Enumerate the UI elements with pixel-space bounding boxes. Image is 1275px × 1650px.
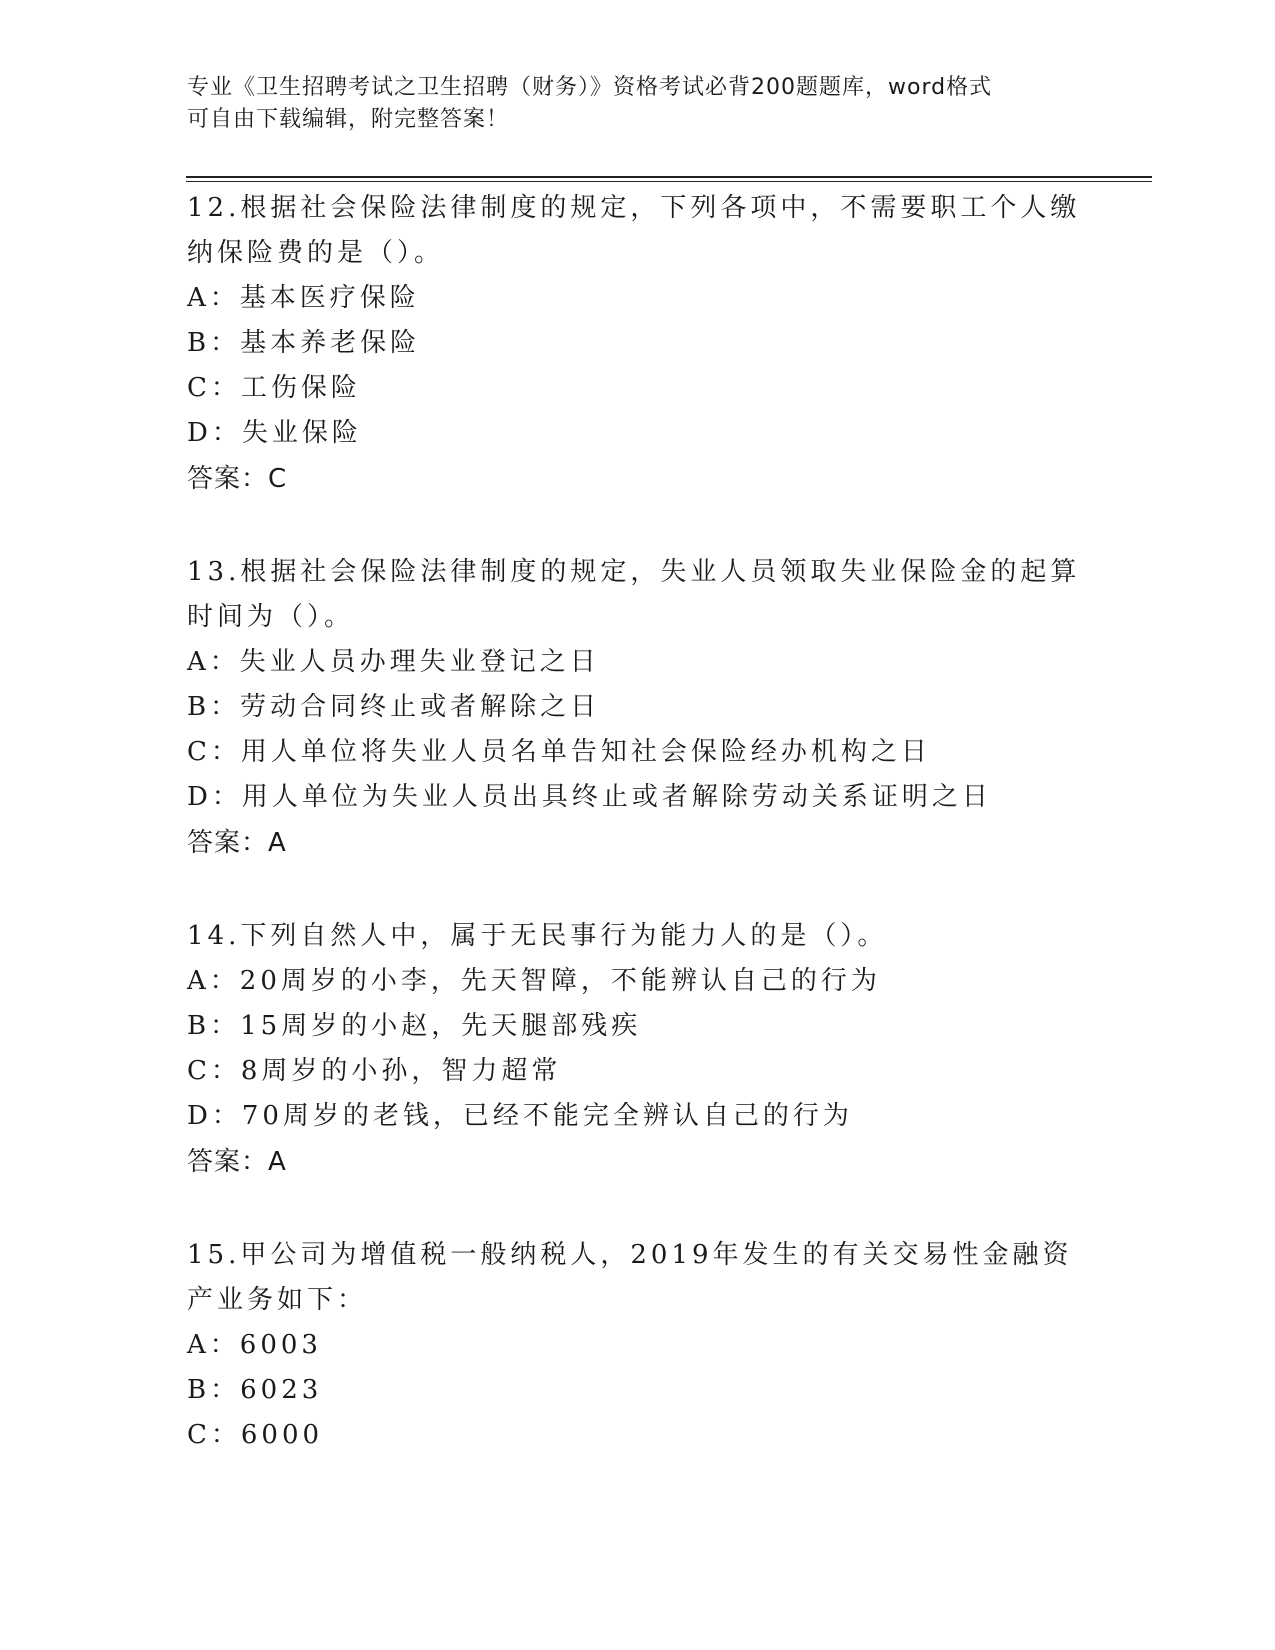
- question-stem: 13.根据社会保险法律制度的规定，失业人员领取失业保险金的起算时间为（）。: [187, 557, 1081, 632]
- header-line-1: 专业《卫生招聘考试之卫生招聘（财务）》资格考试必背200题题库，word格式: [187, 75, 993, 100]
- option-c: C：用人单位将失业人员名单告知社会保险经办机构之日: [187, 737, 931, 767]
- answer: 答案：C: [187, 464, 288, 494]
- answer: 答案：A: [187, 1147, 287, 1177]
- option-a: A：6003: [187, 1330, 322, 1360]
- header-divider-thin: [186, 181, 1152, 182]
- option-c: C：8周岁的小孙，智力超常: [187, 1056, 562, 1086]
- header-divider-thick: [186, 176, 1152, 178]
- option-d: D：70周岁的老钱，已经不能完全辨认自己的行为: [187, 1101, 853, 1131]
- option-b: B：15周岁的小赵，先天腿部残疾: [187, 1011, 642, 1041]
- option-b: B：6023: [187, 1375, 323, 1405]
- option-a: A：失业人员办理失业登记之日: [187, 647, 600, 677]
- question-13: [187, 550, 1097, 866]
- answer: 答案：A: [187, 828, 287, 858]
- option-a: A：20周岁的小李，先天智障，不能辨认自己的行为: [187, 966, 881, 996]
- option-c: C：6000: [187, 1420, 324, 1450]
- document-header: [187, 72, 1067, 136]
- question-stem: 12.根据社会保险法律制度的规定，下列各项中，不需要职工个人缴纳保险费的是（）。: [187, 193, 1081, 268]
- option-d: D：失业保险: [187, 418, 362, 448]
- option-d: D：用人单位为失业人员出具终止或者解除劳动关系证明之日: [187, 782, 992, 812]
- question-12: [187, 186, 1097, 502]
- question-14: [187, 914, 1097, 1185]
- question-stem: 14.下列自然人中，属于无民事行为能力人的是（）。: [187, 921, 888, 951]
- header-line-2: 可自由下载编辑，附完整答案！: [187, 107, 510, 132]
- question-15: [187, 1233, 1097, 1458]
- option-a: A：基本医疗保险: [187, 283, 420, 313]
- option-b: B：基本养老保险: [187, 328, 421, 358]
- option-b: B：劳动合同终止或者解除之日: [187, 692, 601, 722]
- question-list: [187, 186, 1097, 1506]
- question-stem: 15.甲公司为增值税一般纳税人，2019年发生的有关交易性金融资产业务如下：: [187, 1240, 1073, 1315]
- option-c: C：工伤保险: [187, 373, 361, 403]
